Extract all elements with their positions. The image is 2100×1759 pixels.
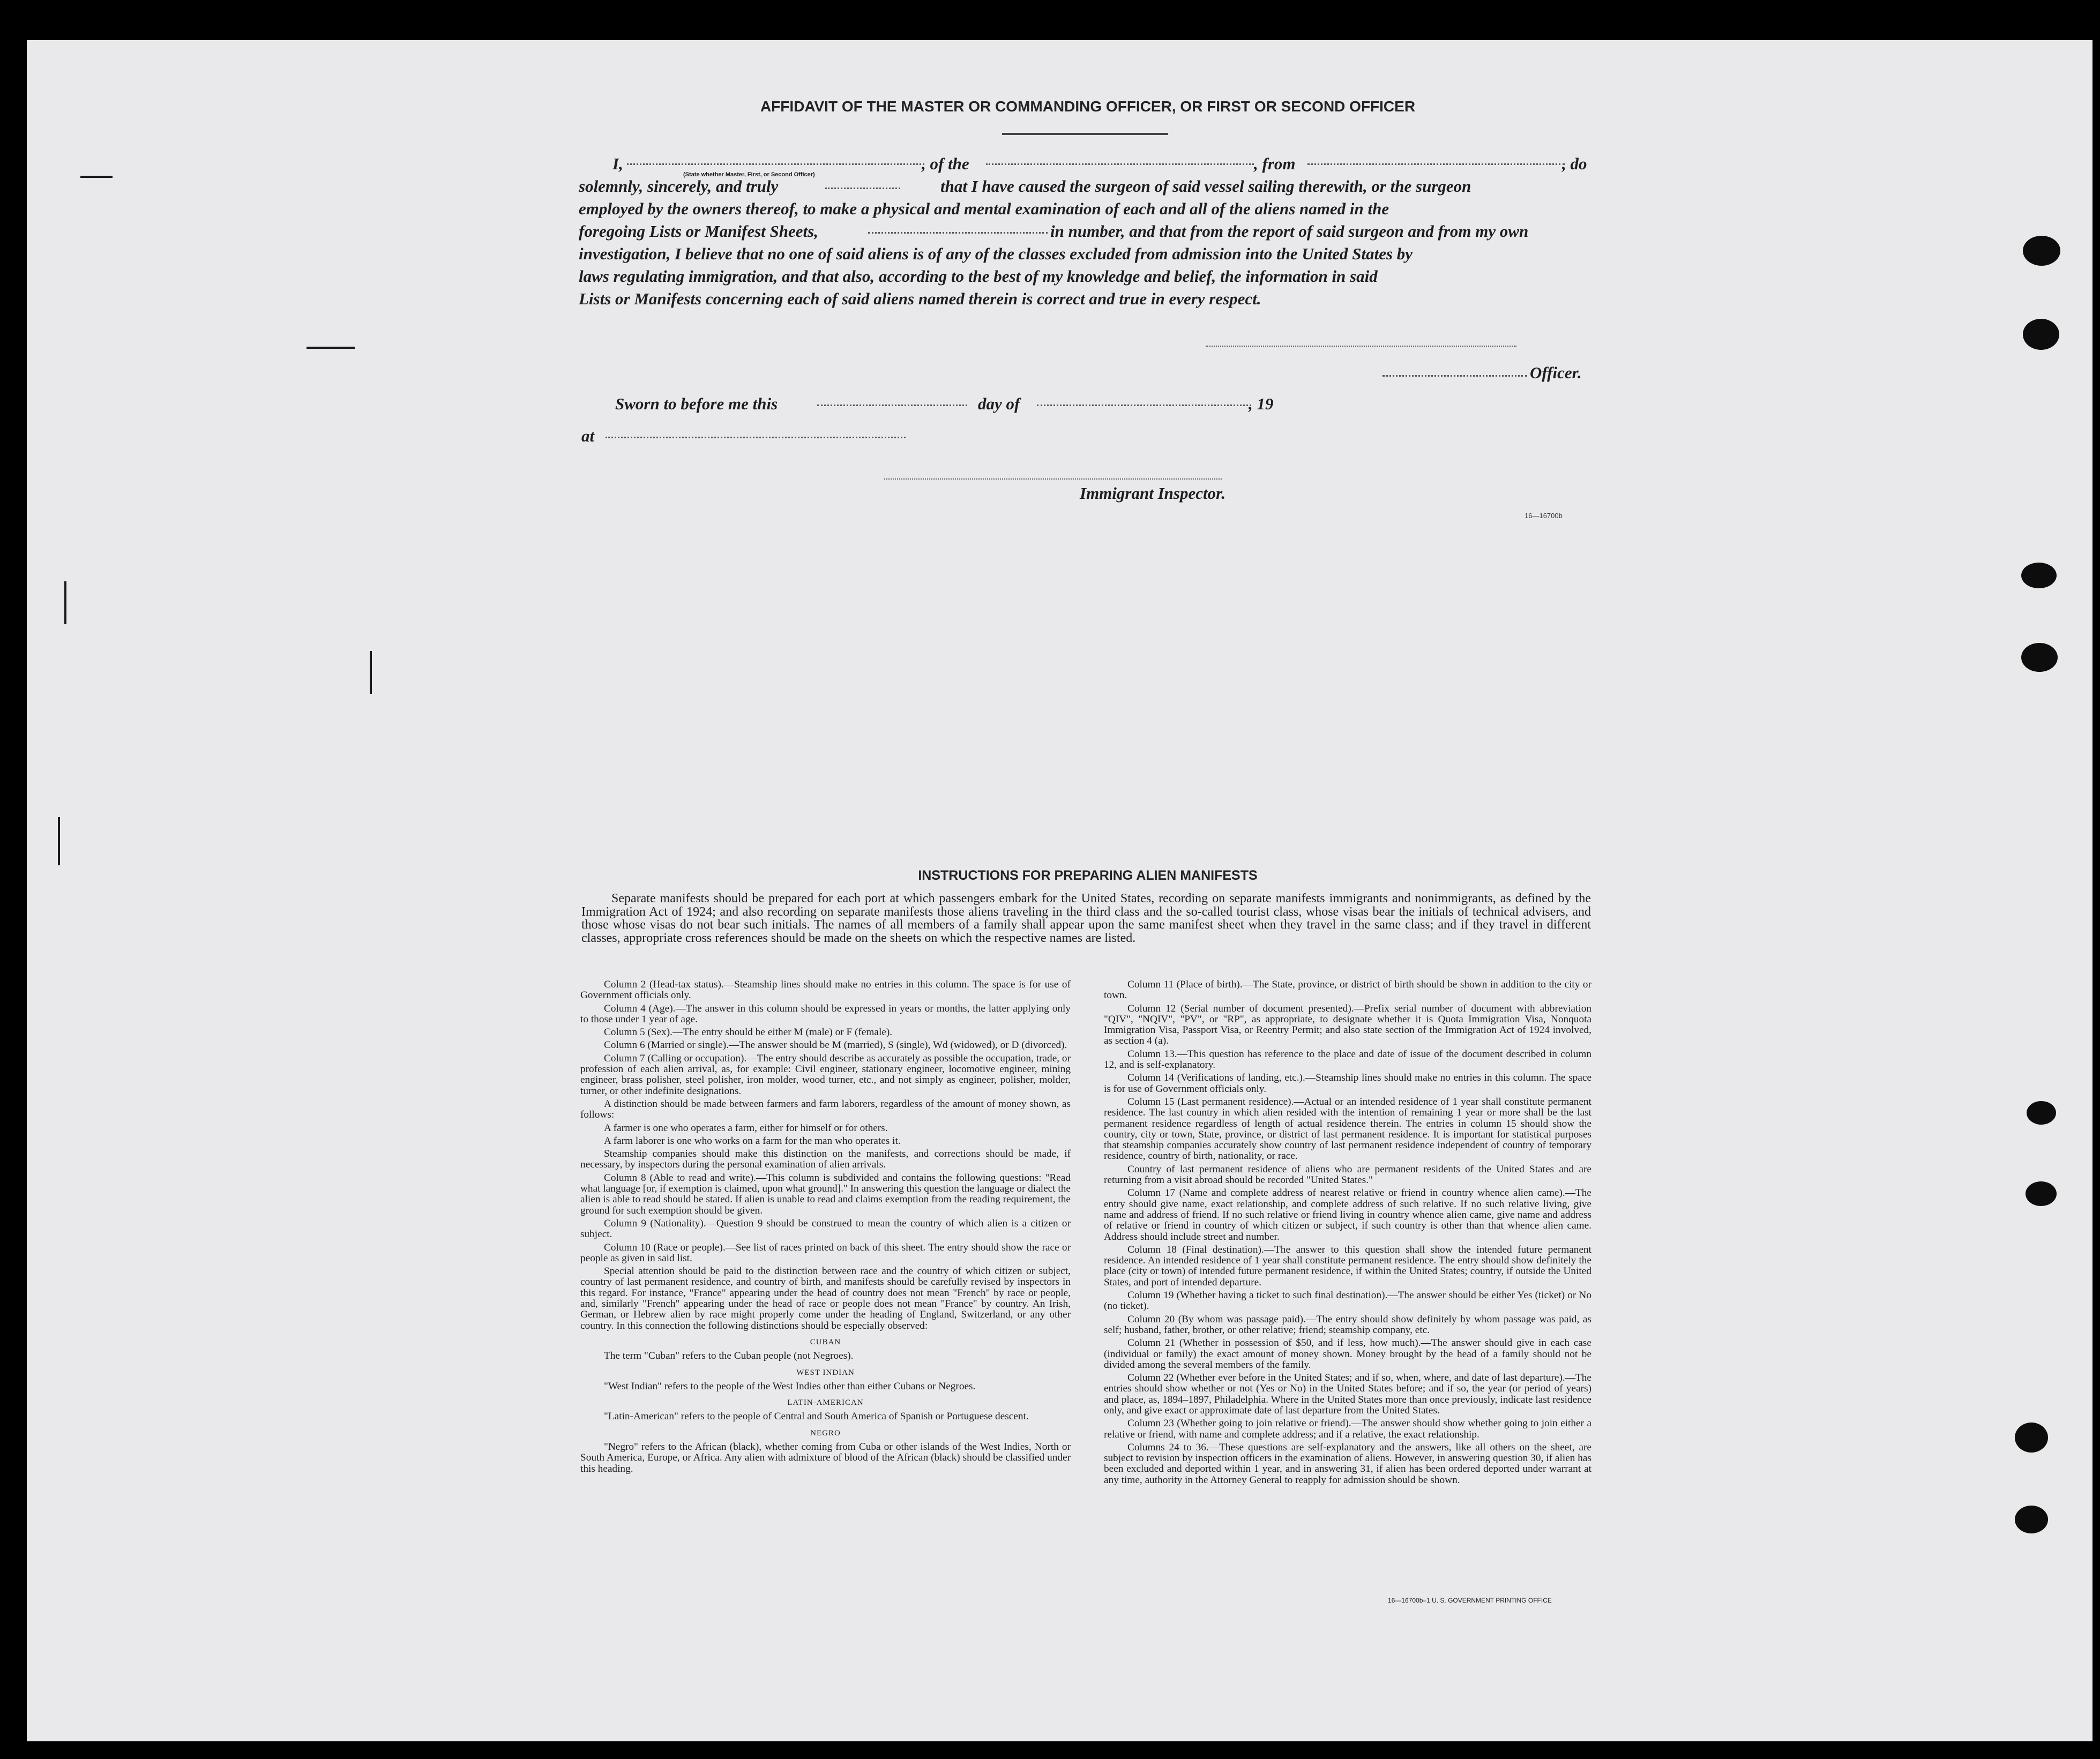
affidavit-line-3a: foregoing Lists or Manifest Sheets, [579,222,818,241]
instruction-paragraph: Column 12 (Serial number of document presented).—Prefix serial number of document with abbreviation "QIV", "NQIV", "PV", or "RP", as appropriate, to designate whether it is Quota Immigration Visa, Nonquota Immigration Visa, Passport Visa, or Reentry Permit; and also state section of the Immigration Act of 1924 involved, as section 4 (a). [1104,1002,1591,1047]
affidavit-line-5: laws regulating immigration, and that also, according to the best of my knowledge and belief, the information in said [579,267,1378,286]
rank-hint: (State whether Master, First, or Second Officer) [683,171,815,178]
instruction-paragraph: Column 4 (Age).—The answer in this column should be expressed in years or months, the latter applying only to those under 1 year of age. [580,1002,1071,1025]
subheading-cuban: CUBAN [810,1337,841,1346]
punch-hole [2023,319,2059,350]
instruction-paragraph: Column 22 (Whether ever before in the United States; and if so, when, where, and date of last departure).—The entries should show whether or not (Yes or No) in the United States before; and if so, the year (or period of years) and place, as, 1894–1897, Philadelphia. Where in the United States more than once previously, indicate last residence only, and give exact or approximate date of last departure from the United States. [1104,1372,1591,1416]
cuban-definition: The term "Cuban" refers to the Cuban people (not Negroes). [604,1350,854,1362]
latin-american-definition: "Latin-American" refers to the people of Central and South America of Spanish or Portuguese descent. [604,1411,1029,1423]
sheets-count-blank [868,232,1048,234]
instruction-paragraph: Country of last permanent residence of aliens who are permanent residents of the United States and are returning from a visit abroad should be recorded "United States." [1104,1163,1591,1186]
affidavit-line-4: investigation, I believe that no one of said aliens is of any of the classes excluded from admission into the United States by [579,244,1413,263]
instructions-left-column [580,979,1071,1477]
affidavit-line-1: that I have caused the surgeon of said vessel sailing therewith, or the surgeon [940,177,1471,196]
officer-label: Officer. [1530,363,1582,382]
punch-hole [2015,1506,2048,1533]
scan-mark [64,581,66,624]
instructions-title: INSTRUCTIONS FOR PREPARING ALIEN MANIFESTS [918,868,1258,883]
instruction-paragraph: Column 7 (Calling or occupation).—The entry should describe as accurately as possible the occupation, trade, or profession of each alien arrival, as, for example: Civil engineer, stationary engineer, locomotive engineer, mining engineer, brass polisher, steel polisher, iron molder, wood turner, etc., and not simply as engineer, polisher, molder, turner, or other indefinite designations. [580,1052,1071,1097]
affidavit-i: I, [612,154,623,173]
scan-mark [370,651,372,694]
officer-blank [1382,375,1527,377]
instruction-paragraph: A farmer is one who operates a farm, either for himself or for others. [604,1122,888,1134]
scan-mark [80,176,113,178]
instruction-paragraph: A distinction should be made between farmers and farm laborers, regardless of the amount of money shown, as follows: [580,1098,1071,1121]
affidavit-title: AFFIDAVIT OF THE MASTER OR COMMANDING OFFICER, OR FIRST OR SECOND OFFICER [760,98,1416,115]
subheading-negro: NEGRO [810,1428,841,1438]
affidavit-line-3b: in number, and that from the report of said surgeon and from my own [1050,222,1529,241]
officer-rank-blank [627,163,924,165]
affidavit-line-6: Lists or Manifests concerning each of said aliens named therein is correct and true in every respect. [579,289,1261,308]
year-prefix: , 19 [1249,394,1274,413]
west-indian-definition: "West Indian" refers to the people of the West Indies other than either Cubans or Negroes. [604,1380,976,1392]
instruction-paragraph: Special attention should be paid to the distinction between race and the country of which citizen or subject, country of last permanent residence, and country of birth, and manifests should be carefully revised by inspectors in this regard. For instance, "France" appearing under the head of country does not mean "French" by race or people, and, similarly "French" appearing under the head of race or people does not mean "France" by country. An Irish, German, or Hebrew alien by race might properly come under the heading of England, Switzerland, or any other country. In this connection the following distinctions should be especially observed: [580,1266,1071,1331]
at-label: at [581,426,595,445]
instruction-paragraph: Column 9 (Nationality).—Question 9 should be construed to mean the country of which alien is a citizen or subject. [580,1217,1071,1240]
sworn-label: Sworn to before me this [615,394,778,413]
printing-office-footer: 16—16700b–1 U. S. GOVERNMENT PRINTING OFFICE [1388,1597,1552,1604]
instruction-paragraph: Column 6 (Married or single).—The answer should be M (married), S (single), Wd (widowed), or D (divorced). [604,1039,1067,1051]
subheading-latin-american: LATIN-AMERICAN [787,1398,864,1408]
instruction-paragraph: Steamship companies should make this distinction on the manifests, and corrections should be made, if necessary, by inspectors during the personal examination of alien arrivals. [580,1148,1071,1171]
affidavit-solemnly: solemnly, sincerely, and truly [579,177,779,196]
punch-hole [2021,643,2058,672]
affidavit-line-2: employed by the owners thereof, to make a physical and mental examination of each and all of the aliens named in the [579,199,1389,218]
instruction-paragraph: Column 5 (Sex).—The entry should be either M (male) or F (female). [604,1027,893,1038]
instruction-paragraph: Columns 24 to 36.—These questions are self-explanatory and the answers, like all others on the sheet, are subject to revision by inspection officers in the examination of aliens. However, in answering question 30, if alien has been excluded and deported within 1 year, and in answering 31, if alien has been ordered deported under warrant at any time, authority in the Attorney General to reapply for admission should be shown. [1104,1441,1591,1486]
instruction-paragraph: Column 21 (Whether in possession of $50, and if less, how much).—The answer should give in each case (individual or family) the exact amount of money shown. Money brought by the head of a family should not be divided among the several members of the family. [1104,1337,1591,1371]
signature-line [1206,346,1516,347]
instruction-paragraph: Column 11 (Place of birth).—The State, province, or district of birth should be shown in addition to the city or town. [1104,979,1591,1001]
affidavit-of-the: , of the [922,154,969,173]
instruction-paragraph: Column 23 (Whether going to join relative or friend).—The answer should show whether going to join either a relative or friend, with name and complete address; and if a relative, the exact relationship. [1104,1418,1591,1440]
form-number: 16—16700b [1524,512,1563,520]
day-of-label: day of [978,394,1020,413]
instruction-paragraph: Column 17 (Name and complete address of nearest relative or friend in country whence alien came).—The entry should give name, exact relationship, and complete address of such relative. If no such relative living, give name and address of friend. If no such relative or friend living in country whence alien came, give name and address of relative or friend in country of which citizen or subject, if such country is other than that whence alien came. Address should include street and number. [1104,1187,1591,1242]
instruction-paragraph: Column 20 (By whom was passage paid).—The entry should show definitely by whom passage was paid, as self; husband, father, brother, or other relative; friend; steamship company, etc. [1104,1313,1591,1336]
affidavit-from: , from [1254,154,1296,173]
subheading-west-indian: WEST INDIAN [796,1368,855,1377]
scan-mark [307,347,355,349]
sworn-day-blank [817,405,967,406]
month-blank [1037,405,1251,406]
punch-hole [2027,1101,2056,1125]
instruction-paragraph: Column 15 (Last permanent residence).—Actual or an intended residence of 1 year shall constitute permanent residence. The last country in which alien resided with the intention of remaining 1 year or more shall be the last permanent residence regardless of length of actual residence therein. The entries in column 15 should show the country, city or town, State, province, or district of last permanent residence. It is important for statistical purposes that steamship companies accurately show country of last permanent residence independent of country of temporary residence, country of birth, nationality, or race. [1104,1096,1591,1162]
instructions-right-column [1104,979,1591,1488]
punch-hole [2026,1181,2057,1206]
punch-hole [2021,563,2057,588]
instructions-intro: Separate manifests should be prepared for each port at which passengers embark for the United States, recording on separate manifests immigrants and nonimmigrants, as defined by the Immigration Act of 1924; and also recording on separate manifests those aliens traveling in the third class and the so-called tourist class, whose visas bear the initials of technical advisers, and those whose visas do not bear such initials. The names of all members of a family shall appear upon the same manifest sheet when they travel in the same class; and if they travel in different classes, appropriate cross references should be made on the sheets on which the respective names are listed. [581,892,1591,945]
port-blank [1307,163,1565,165]
instruction-paragraph: A farm laborer is one who works on a farm for the man who operates it. [604,1135,901,1147]
instruction-paragraph: Column 10 (Race or people).—See list of races printed on back of this sheet. The entry should show the race or people as given in said list. [580,1241,1071,1264]
count-blank-1 [825,188,900,189]
inspector-label: Immigrant Inspector. [1080,484,1226,503]
punch-hole [2023,236,2060,266]
vessel-name-blank [986,163,1254,165]
punch-hole [2015,1423,2048,1453]
instruction-paragraph: Column 18 (Final destination).—The answer to this question shall show the intended future permanent residence. An intended residence of 1 year shall constitute permanent residence. The entry should show definitely the place (city or town) of intended future permanent residence, if within the United States; country, if outside the United States, and port of intended departure. [1104,1244,1591,1288]
affidavit-do: , do [1562,154,1587,173]
scan-mark [58,817,60,865]
instruction-paragraph: Column 19 (Whether having a ticket to such final destination).—The answer should be either Yes (ticket) or No (no ticket). [1104,1290,1591,1312]
inspector-signature-line [884,478,1222,480]
instruction-paragraph: Column 8 (Able to read and write).—This column is subdivided and contains the following questions: "Read what language [or, if exemption is claimed, upon what ground]." In answering this question the language or dialect the alien is able to read should be stated. If alien is unable to read and claims exemption from the reading requirement, the ground for such exemption should be given. [580,1172,1071,1216]
instruction-paragraph: Column 2 (Head-tax status).—Steamship lines should make no entries in this column. The space is for use of Government officials only. [580,979,1071,1001]
instruction-paragraph: Column 13.—This question has reference to the place and date of issue of the document described in column 12, and is self-explanatory. [1104,1048,1591,1071]
place-blank [606,437,906,438]
title-underline [1002,133,1168,135]
negro-definition: "Negro" refers to the African (black), whether coming from Cuba or other islands of the West Indies, North or South America, Europe, or Africa. Any alien with admixture of blood of the African (black) should be classified under this heading. [580,1441,1071,1474]
instruction-paragraph: Column 14 (Verifications of landing, etc.).—Steamship lines should make no entries in this column. The space is for use of Government officials only. [1104,1072,1591,1095]
